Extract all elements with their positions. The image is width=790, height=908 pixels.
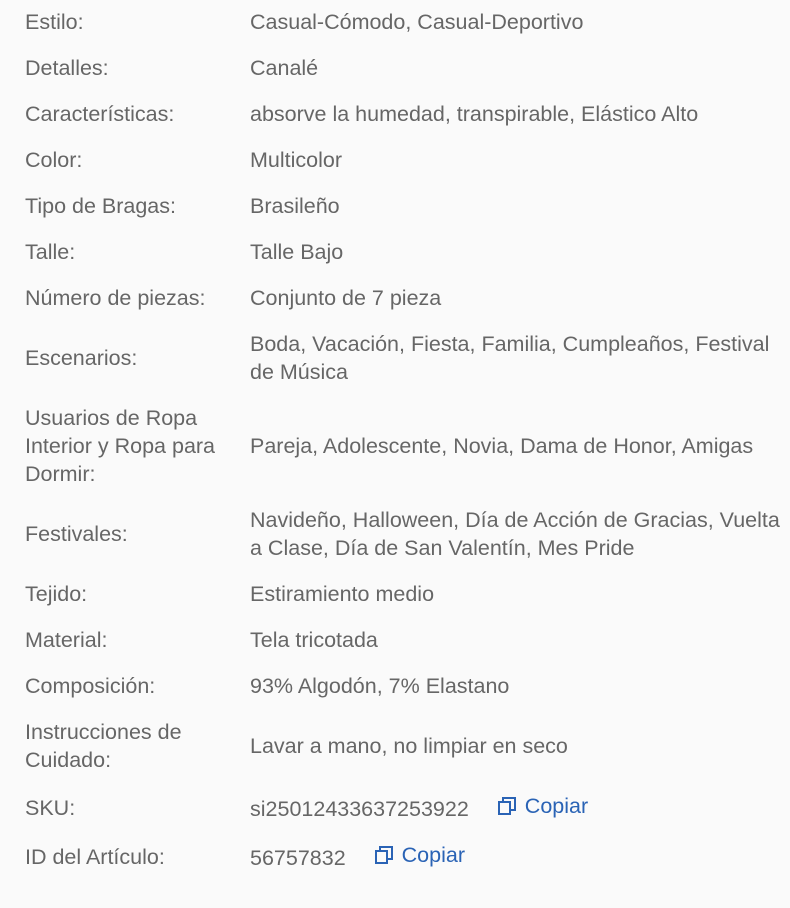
item-id-row [0,832,790,881]
attribute-value: Pareja, Adolescente, Novia, Dama de Honor, Amigas [250,434,754,458]
attribute-value: Canalé [250,56,319,80]
copy-sku-label: Copiar [524,794,589,818]
attribute-row [0,45,790,91]
attribute-label: Composición: [25,674,156,698]
attribute-row [0,571,790,617]
attribute-row [0,321,790,395]
sku-row [0,783,790,832]
attribute-row [0,497,790,571]
attribute-row [0,395,790,497]
attribute-value: Multicolor [250,148,342,172]
attribute-row [0,137,790,183]
item-id-value: 56757832 [250,846,346,870]
attribute-row [0,91,790,137]
copy-item-id-button[interactable] [374,841,465,869]
sku-value: si25012433637253922 [250,797,469,821]
attribute-label: Talle: [25,240,76,264]
attribute-label: Características: [25,102,175,126]
attribute-value: Boda, Vacación, Fiesta, Familia, Cumpleaños, Festival de Música [250,332,770,384]
attribute-label: Tejido: [25,582,88,606]
copy-icon [497,796,517,816]
attribute-row [0,709,790,783]
attribute-value: Tela tricotada [250,628,378,652]
attribute-value: 93% Algodón, 7% Elastano [250,674,510,698]
attribute-label: Usuarios de Ropa Interior y Ropa para Dormir: [25,406,216,486]
attribute-value: absorve la humedad, transpirable, Elástico Alto [250,102,699,126]
attribute-label: Instrucciones de Cuidado: [25,720,182,772]
sku-label: SKU: [25,795,76,820]
copy-icon [374,845,394,865]
attribute-label: Color: [25,148,83,172]
attribute-label: Número de piezas: [25,286,206,310]
attribute-value: Brasileño [250,194,340,218]
attribute-label: Material: [25,628,108,652]
attribute-value: Conjunto de 7 pieza [250,286,442,310]
attribute-label: Festivales: [25,522,128,546]
attribute-row [0,617,790,663]
attribute-row [0,229,790,275]
attribute-label: Tipo de Bragas: [25,194,176,218]
attribute-label: Detalles: [25,56,109,80]
attribute-row [0,183,790,229]
attribute-row [0,0,790,45]
copy-sku-button[interactable] [497,792,588,820]
attribute-row [0,275,790,321]
copy-item-id-label: Copiar [401,843,465,867]
attribute-value: Lavar a mano, no limpiar en seco [250,734,568,758]
item-id-label: ID del Artículo: [25,844,165,869]
attribute-row [0,663,790,709]
attribute-value: Casual-Cómodo, Casual-Deportivo [250,10,584,34]
attribute-label: Estilo: [25,10,84,34]
attribute-value: Estiramiento medio [250,582,435,606]
attribute-value: Navideño, Halloween, Día de Acción de Gracias, Vuelta a Clase, Día de San Valentín, Mes Pride [250,508,780,560]
attribute-label: Escenarios: [25,346,138,370]
attribute-value: Talle Bajo [250,240,344,264]
